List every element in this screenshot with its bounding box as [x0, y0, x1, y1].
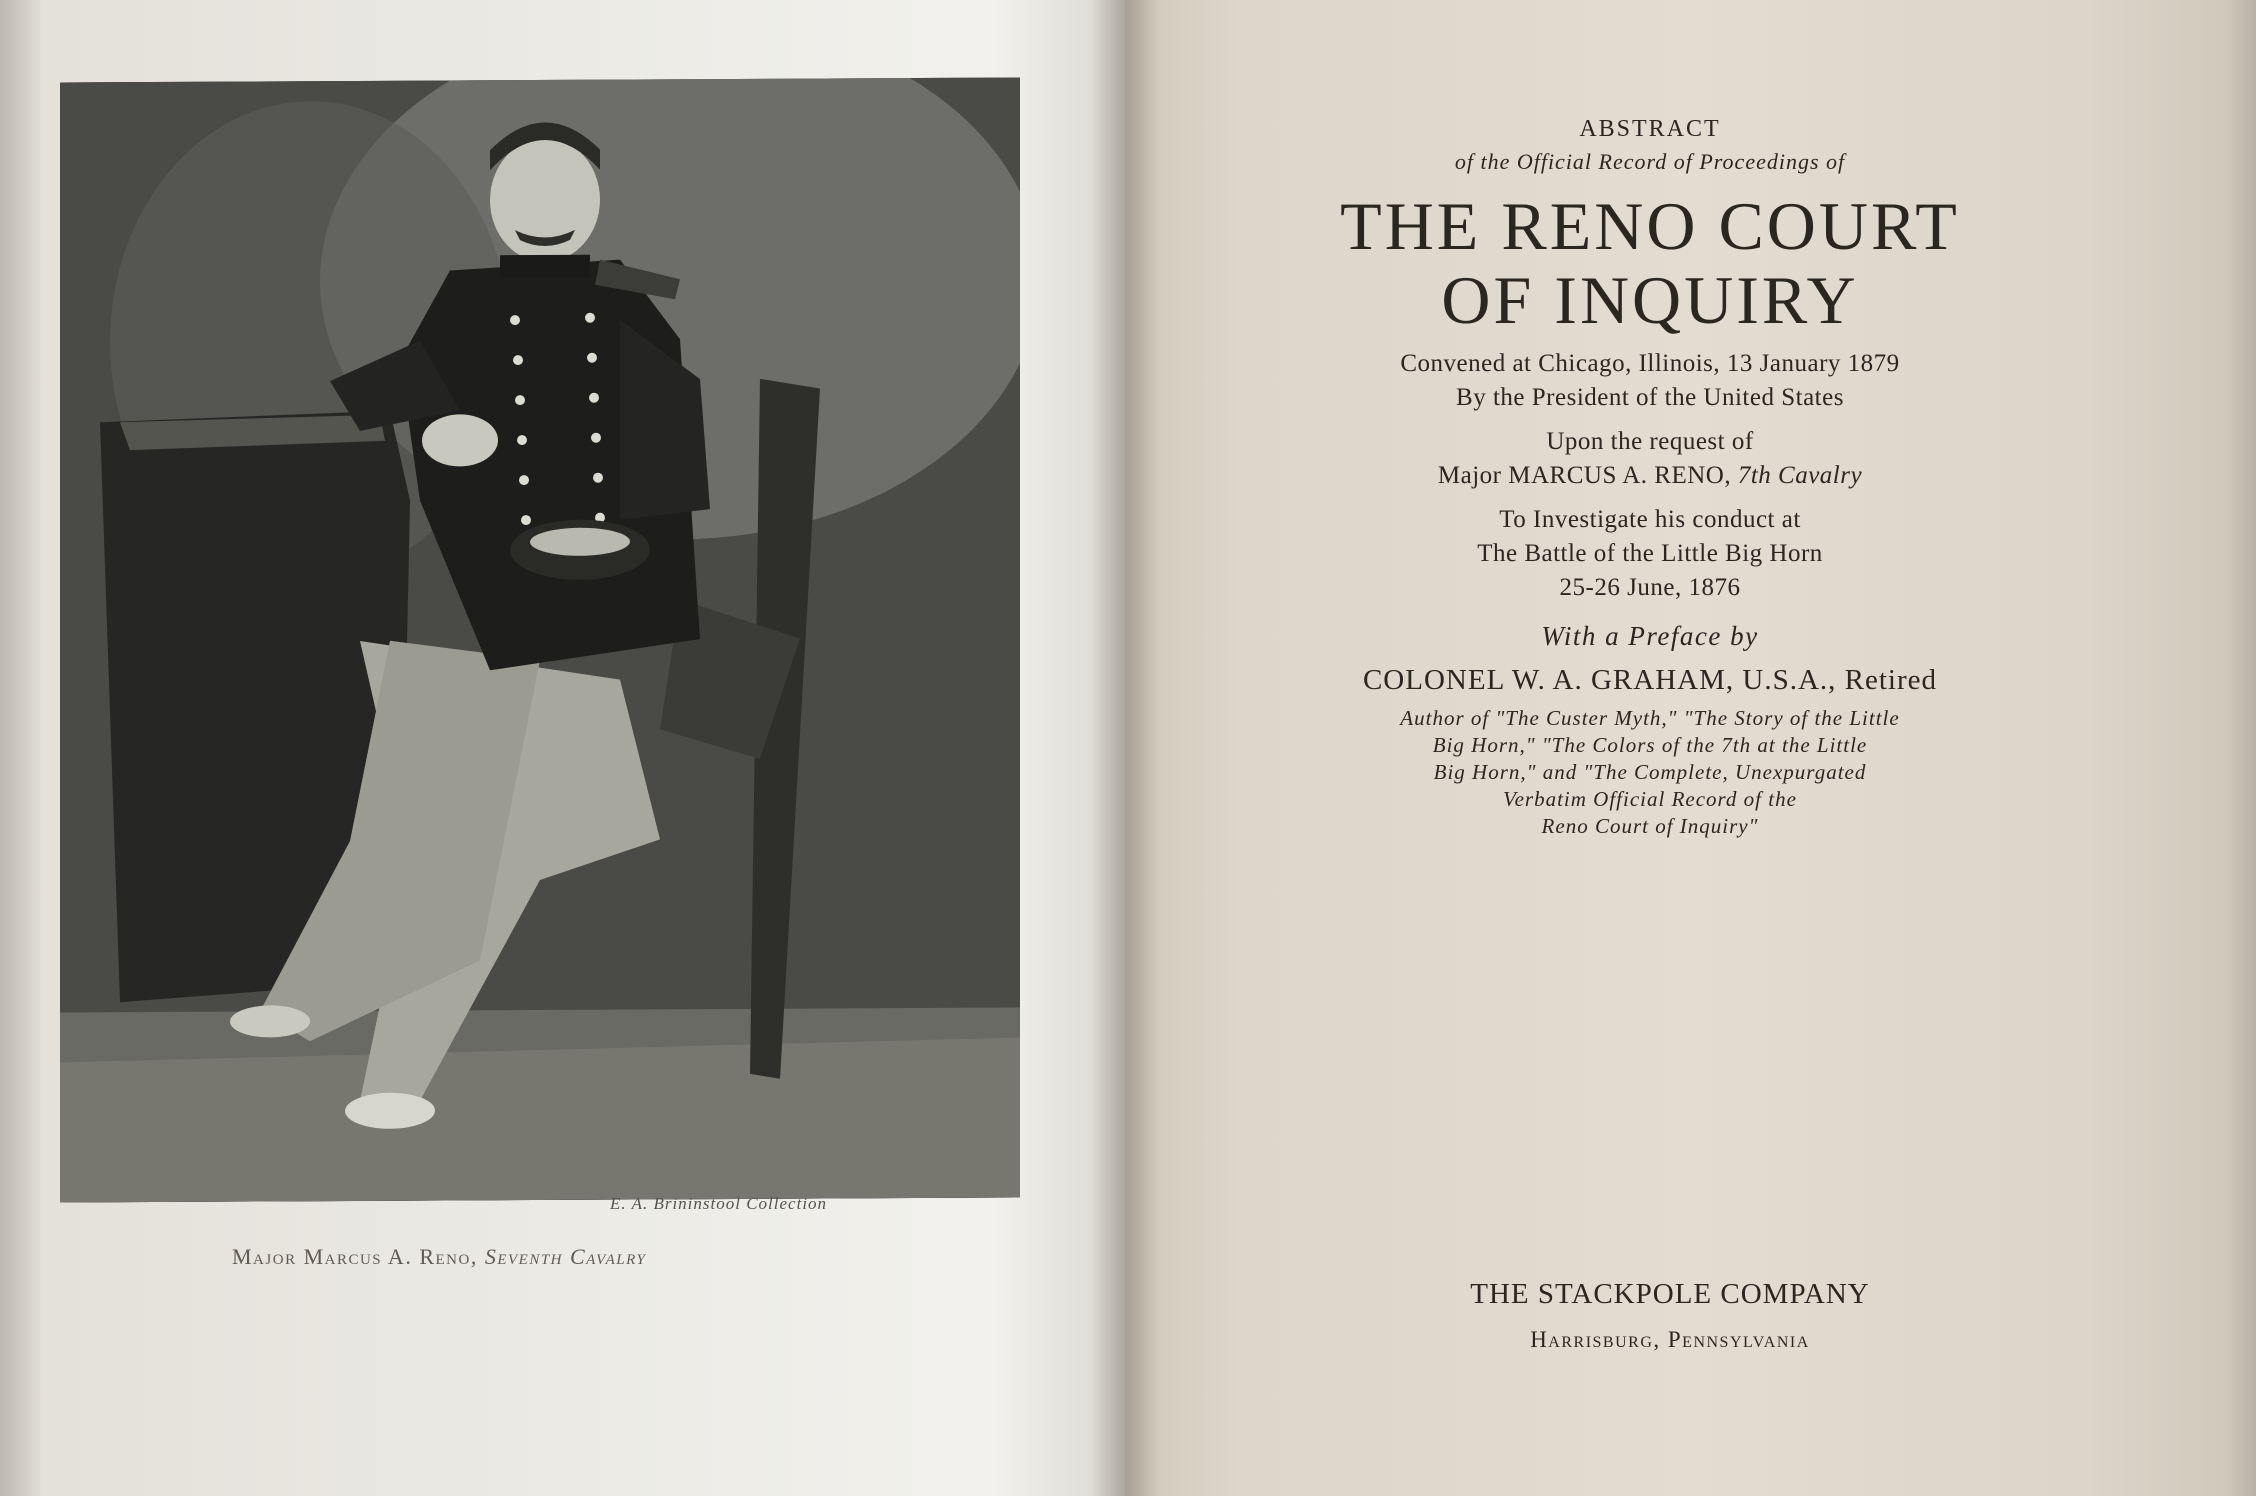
title-line-2: OF INQUIRY	[1441, 262, 1859, 338]
author-line-2: Big Horn," "The Colors of the 7th at the Little	[1432, 733, 1868, 757]
publisher-block	[1300, 1278, 2040, 1353]
major-name: Major MARCUS A. RENO,	[1437, 462, 1732, 489]
battle-line: The Battle of the Little Big Horn	[1477, 540, 1823, 567]
author-line-3: Big Horn," and "The Complete, Unexpurgated	[1433, 760, 1867, 784]
dates-line: 25-26 June, 1876	[1559, 574, 1741, 601]
book-title	[1230, 189, 2070, 337]
portrait-illustration	[60, 77, 1020, 1202]
author-credits	[1230, 705, 2070, 840]
portrait-photograph	[60, 77, 1020, 1202]
convened-line: Convened at Chicago, Illinois, 13 January 1879	[1400, 350, 1900, 377]
author-line-5: Reno Court of Inquiry"	[1541, 814, 1759, 838]
president-line: By the President of the United States	[1456, 384, 1844, 411]
preface-line: With a Preface by	[1541, 621, 1759, 651]
author-line-1: Author of "The Custer Myth," "The Story of the Little	[1400, 706, 1900, 730]
photo-caption	[232, 1244, 646, 1270]
abstract-label: ABSTRACT	[1579, 116, 1721, 142]
colonel-line: COLONEL W. A. GRAHAM, U.S.A., Retired	[1362, 664, 1938, 696]
publisher-place: Harrisburg, Pennsylvania	[1530, 1327, 1810, 1352]
caption-name: Major Marcus A. Reno,	[232, 1244, 478, 1269]
photo-credit: E. A. Brininstool Collection	[610, 1194, 828, 1213]
book-gutter	[1090, 0, 1160, 1496]
title-line-1: THE RENO COURT	[1340, 188, 1960, 264]
official-record-line: of the Official Record of Proceedings of	[1454, 149, 1846, 174]
title-page-text	[1230, 110, 2070, 840]
cavalry-unit: 7th Cavalry	[1737, 462, 1863, 489]
major-line	[1230, 459, 2070, 493]
publisher-name: THE STACKPOLE COMPANY	[1470, 1278, 1870, 1310]
investigate-line: To Investigate his conduct at	[1499, 506, 1801, 533]
author-line-4: Verbatim Official Record of the	[1503, 787, 1797, 811]
caption-unit: Seventh Cavalry	[484, 1244, 647, 1269]
request-line: Upon the request of	[1546, 428, 1754, 455]
